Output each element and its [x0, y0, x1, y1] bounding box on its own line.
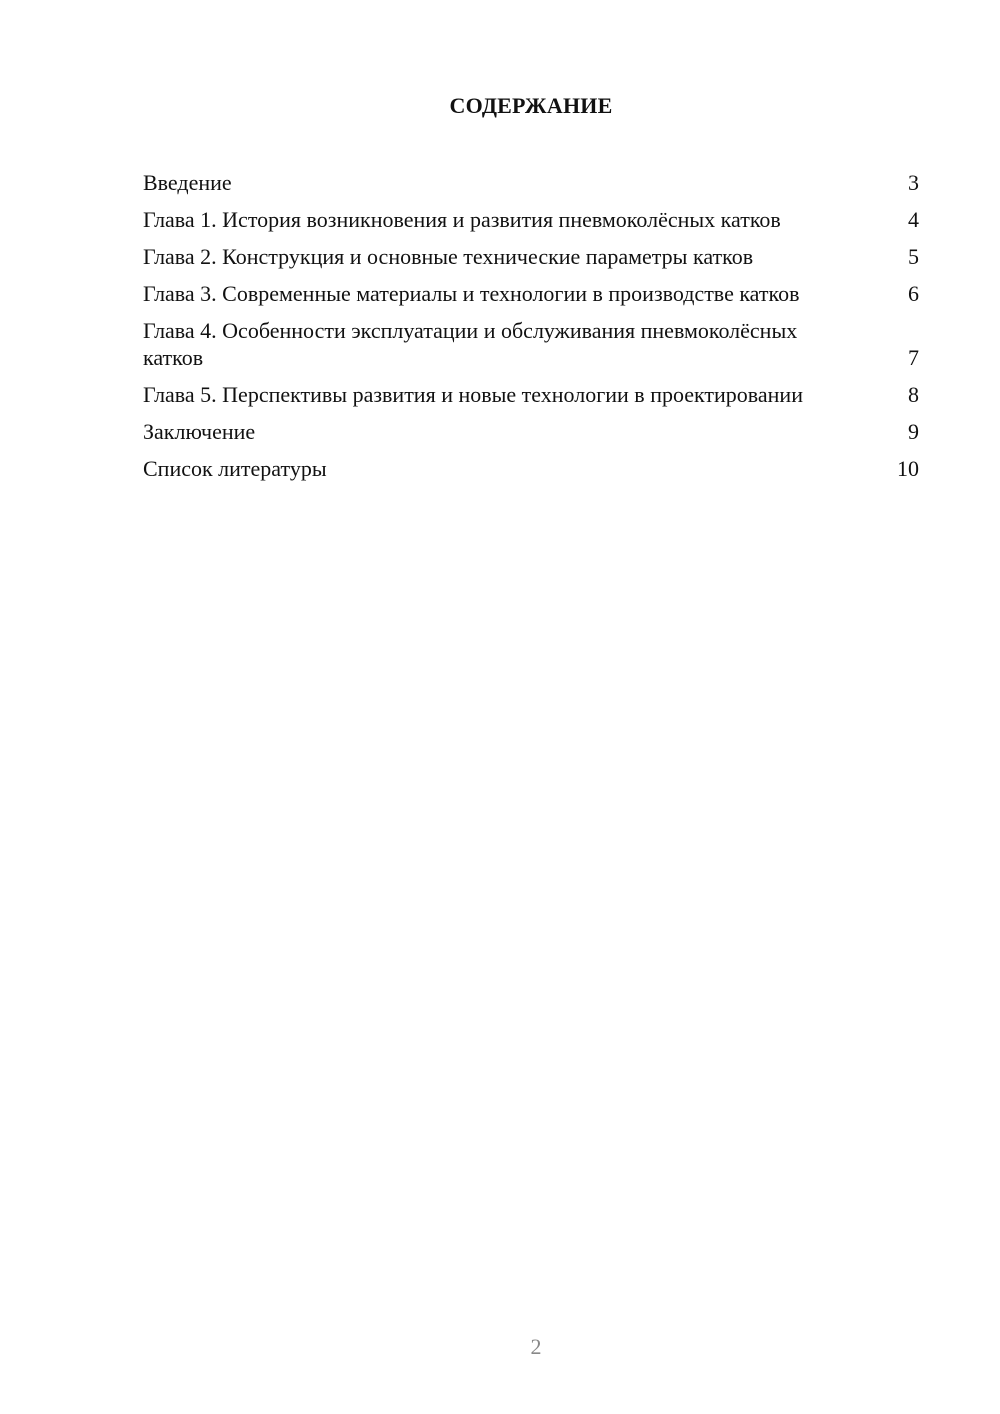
page-number: 2 [530, 1334, 542, 1359]
toc-entry-title: Глава 3. Современные материалы и технологии в производстве катков [143, 281, 800, 306]
toc-entry-page: 7 [908, 345, 919, 370]
toc-entry-page: 9 [908, 419, 919, 444]
toc-entry-title: Глава 4. Особенности эксплуатации и обслуживания пневмоколёсных катков [143, 318, 798, 370]
toc-entry [143, 317, 919, 371]
toc-entry [143, 206, 919, 233]
toc-entry-title: Введение [143, 170, 232, 195]
toc-entry-title: Глава 1. История возникновения и развития пневмоколёсных катков [143, 207, 781, 232]
toc-entry [143, 418, 919, 445]
toc-entry-page: 8 [908, 382, 919, 407]
toc-entry-page: 3 [908, 170, 919, 195]
toc-entry-title: Глава 5. Перспективы развития и новые технологии в проектировании [143, 382, 803, 407]
toc-entry [143, 381, 919, 408]
toc-entry-title: Глава 2. Конструкция и основные технические параметры катков [143, 244, 754, 269]
toc-entry [143, 455, 919, 482]
toc-entry [143, 169, 919, 196]
toc-entry-page: 5 [908, 244, 919, 269]
toc-entry [143, 280, 919, 307]
toc-entry-title: Заключение [143, 419, 256, 444]
table-of-contents [143, 169, 919, 492]
page-title: СОДЕРЖАНИЕ [449, 93, 613, 118]
toc-entry-page: 6 [908, 281, 919, 306]
toc-entry [143, 243, 919, 270]
toc-entry-page: 10 [897, 456, 919, 481]
toc-entry-page: 4 [908, 207, 919, 232]
toc-entry-title: Список литературы [143, 456, 327, 481]
